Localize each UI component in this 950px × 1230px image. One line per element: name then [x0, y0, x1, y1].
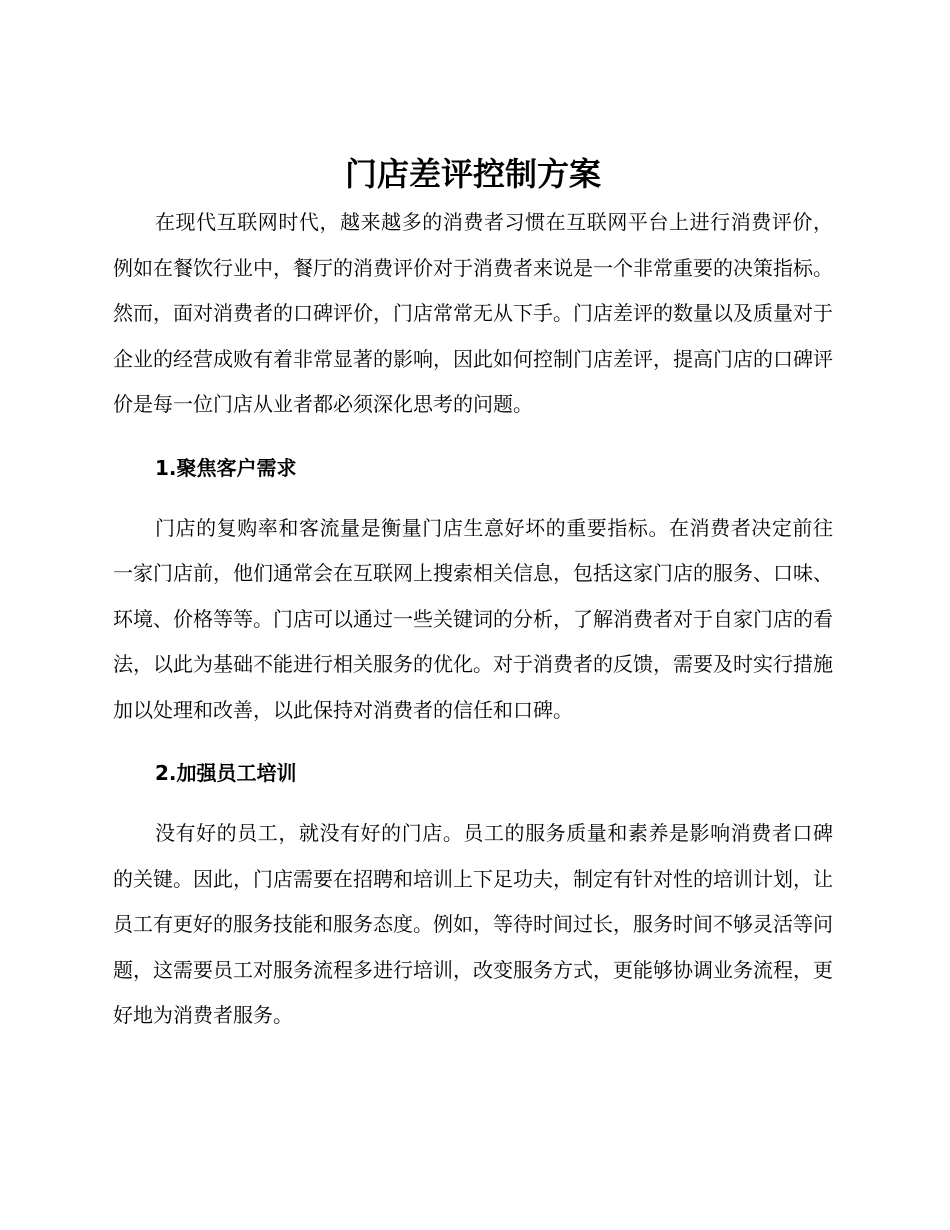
section-body-customer-needs: 门店的复购率和客流量是衡量门店生意好坏的重要指标。在消费者决定前往一家门店前，他们通常会在互联网上搜索相关信息，包括这家门店的服务、口味、环境、价格等等。门店可以通过一些关键词的分析，了解消费者对于自家门店的看法，以此为基础不能进行相关服务的优化。对于消费者的反馈，需要及时实行措施加以处理和改善，以此保持对消费者的信任和口碑。 [113, 515, 833, 722]
section-body-staff-training: 没有好的员工，就没有好的门店。员工的服务质量和素养是影响消费者口碑的关键。因此，门店需要在招聘和培训上下足功夫，制定有针对性的培训计划，让员工有更好的服务技能和服务态度。例如，等待时间过长，服务时间不够灵活等问题，这需要员工对服务流程多进行培训，改变服务方式，更能够协调业务流程，更好地为消费者服务。 [113, 821, 833, 1027]
document-page [113, 148, 833, 1039]
intro-paragraph: 在现代互联网时代，越来越多的消费者习惯在互联网平台上进行消费评价，例如在餐饮行业中，餐厅的消费评价对于消费者来说是一个非常重要的决策指标。然而，面对消费者的口碑评价，门店常常无从下手。门店差评的数量以及质量对于企业的经营成败有着非常显著的影响，因此如何控制门店差评，提高门店的口碑评价是每一位门店从业者都必须深化思考的问题。 [113, 210, 833, 416]
section-heading-staff-training: 2.加强员工培训 [155, 761, 297, 785]
section-heading-customer-needs: 1.聚焦客户需求 [155, 455, 297, 480]
document-title: 门店差评控制方案 [344, 155, 601, 193]
